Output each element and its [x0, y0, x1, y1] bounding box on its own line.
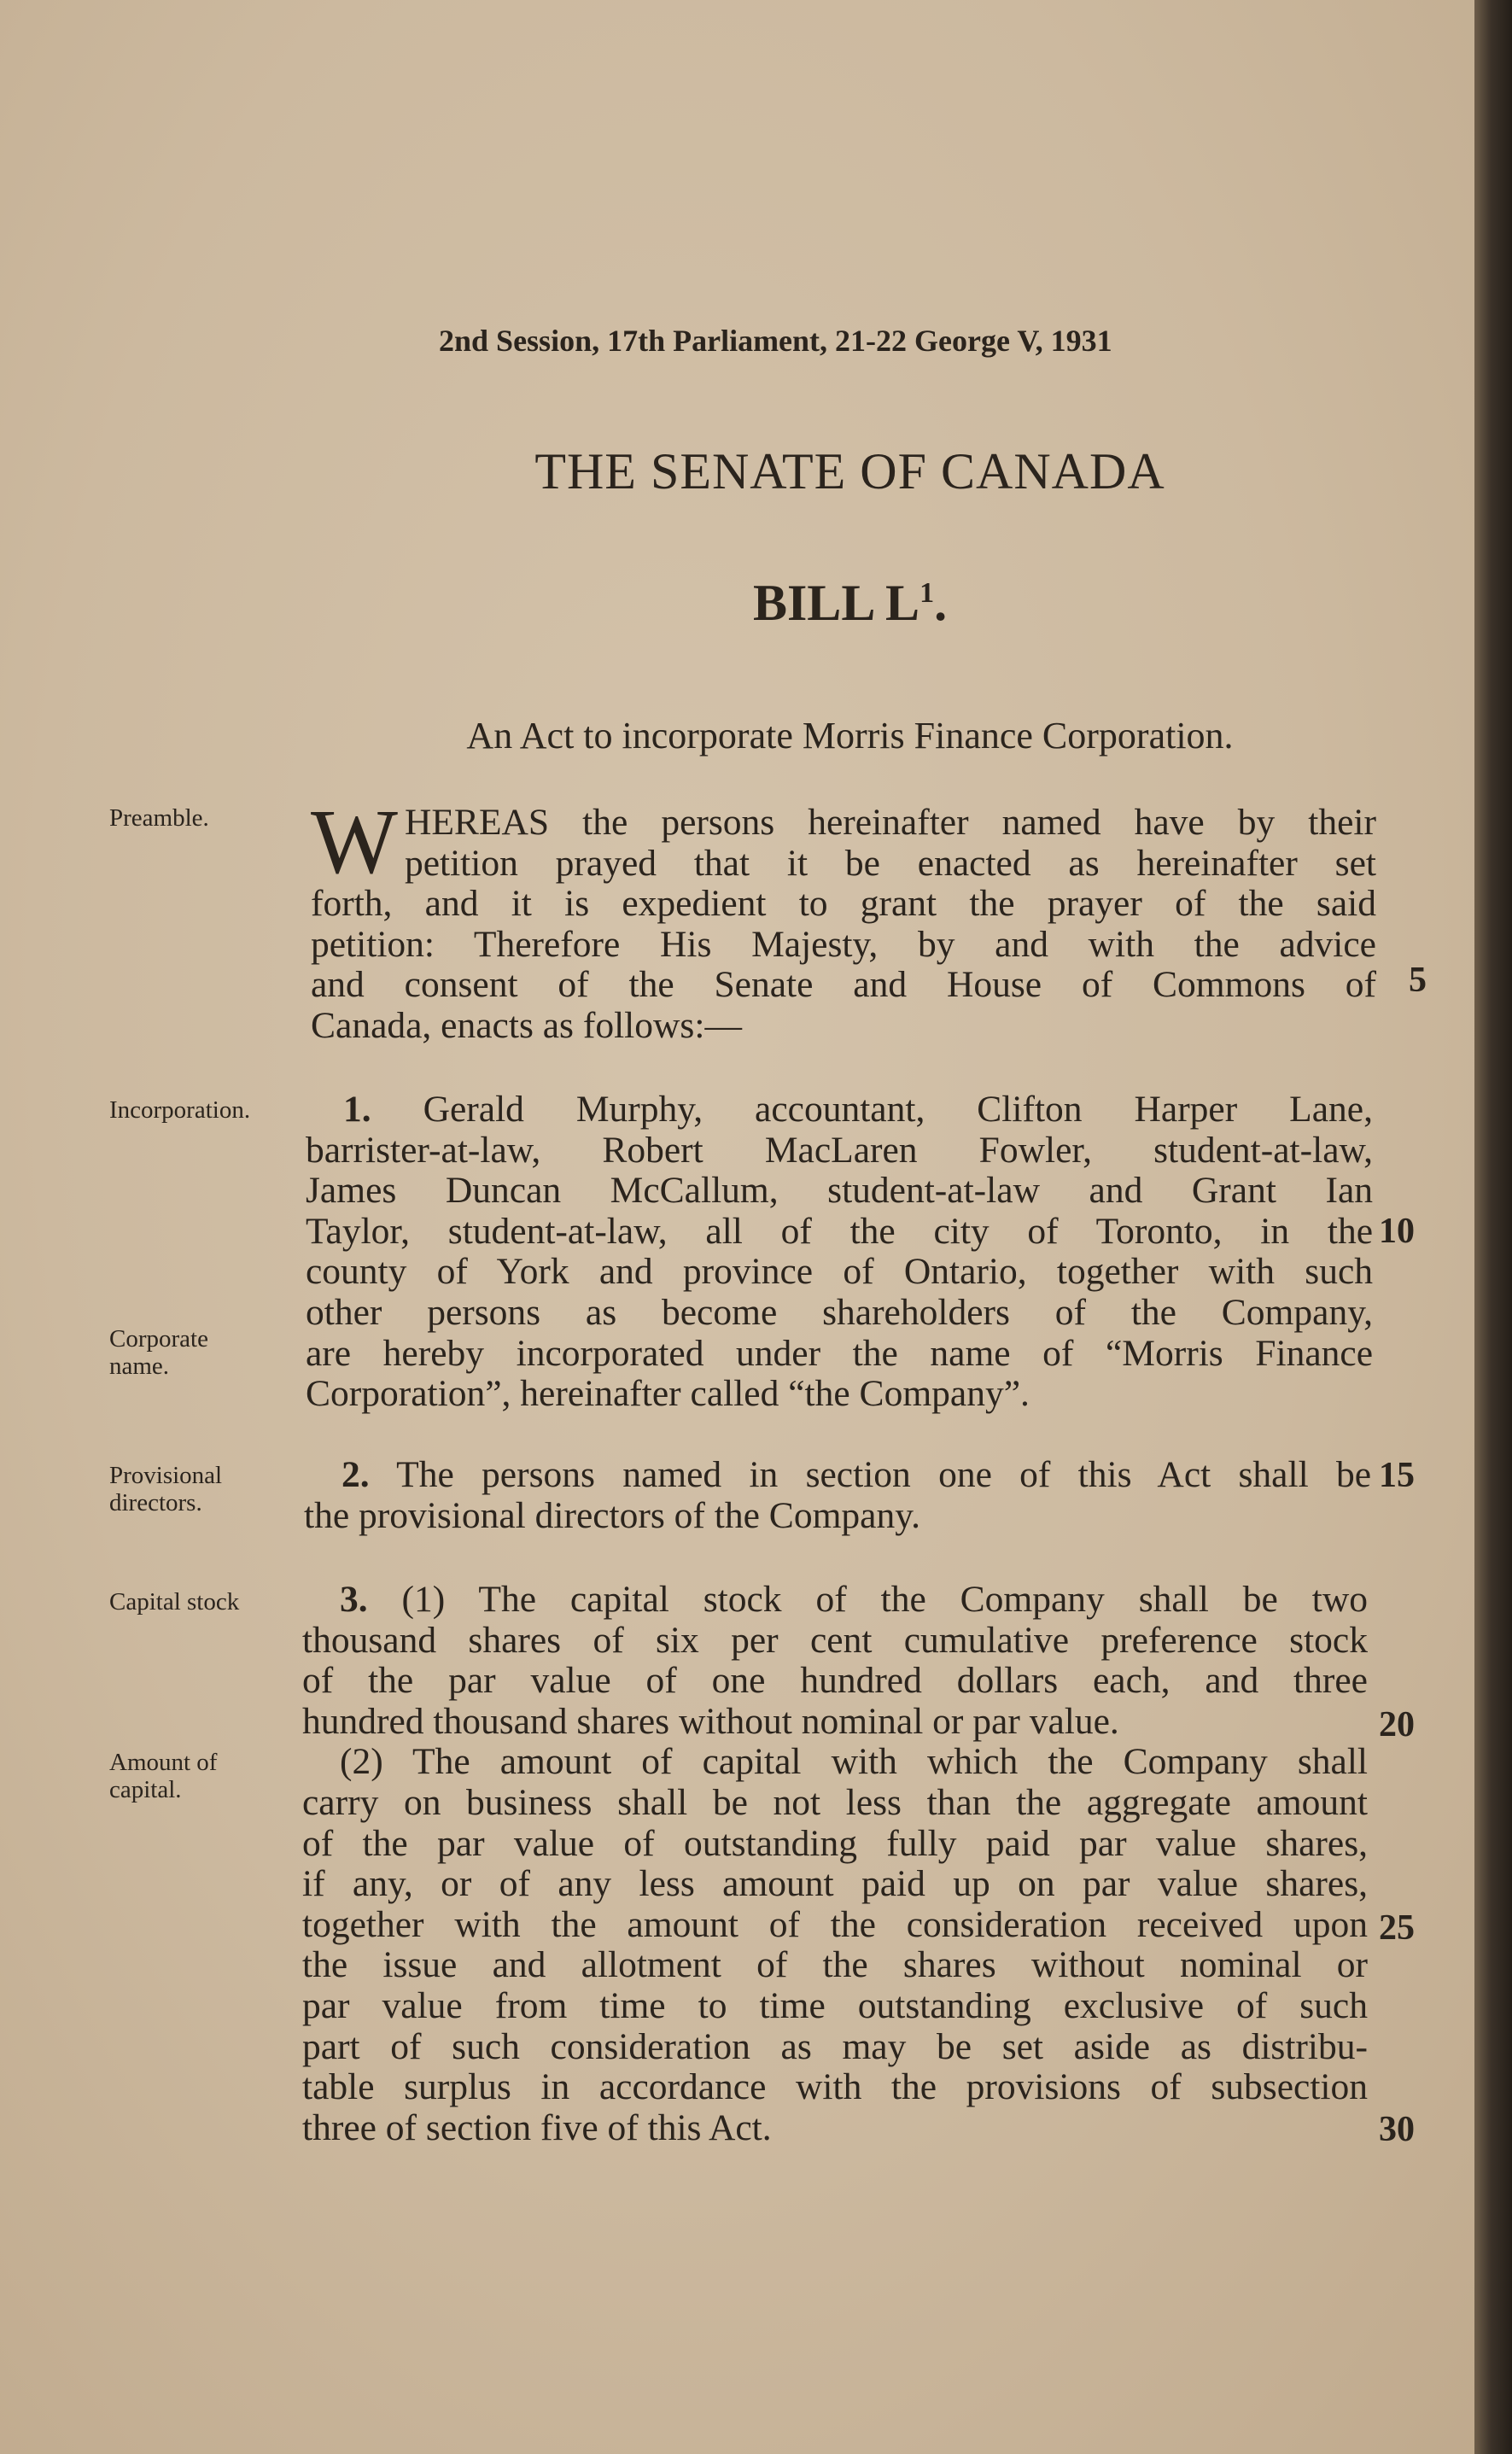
line-number-30: 30	[1379, 2110, 1415, 2149]
margin-note-amount-of-capital: Amount of capital.	[109, 1749, 218, 1803]
line-number-15: 15	[1379, 1456, 1415, 1495]
section-3-line: table surplus in accordance with the provisions of subsection	[302, 2066, 1368, 2108]
section-1-line: Taylor, student-at-law, all of the city of Toronto, in the	[306, 1210, 1373, 1252]
preamble-dropcap: W	[311, 792, 398, 893]
preamble-line: HEREAS the persons hereinafter named have by their	[404, 802, 1376, 843]
section-2-line: 2. The persons named in section one of this Act shall be	[342, 1454, 1371, 1495]
document-title: THE SENATE OF CANADA	[534, 443, 1165, 500]
preamble-line: Canada, enacts as follows:—	[311, 1004, 742, 1046]
section-1-line: Corporation”, hereinafter called “the Company”.	[306, 1373, 1030, 1415]
margin-note-capital-stock: Capital stock	[109, 1588, 240, 1616]
bill-superscript: 1	[919, 577, 935, 609]
section-3-line: if any, or of any less amount paid up on par value shares,	[302, 1863, 1368, 1905]
section-3-line: carry on business shall be not less than the aggregate amount	[302, 1781, 1368, 1823]
section-1-line: other persons as become shareholders of the Company,	[306, 1291, 1373, 1333]
preamble-line: and consent of the Senate and House of Commons of	[311, 964, 1376, 1006]
section-2-number: 2.	[342, 1454, 370, 1495]
section-3-line: three of section five of this Act.	[302, 2106, 772, 2148]
section-3-line: 3. (1) The capital stock of the Company shall be two	[340, 1579, 1368, 1620]
section-1-line: 1. Gerald Murphy, accountant, Clifton Harper Lane,	[343, 1089, 1373, 1130]
section-1-number: 1.	[343, 1089, 371, 1130]
section-1-line: county of York and province of Ontario, together with such	[306, 1251, 1373, 1293]
line-number-10: 10	[1379, 1212, 1415, 1251]
line-number-20: 20	[1379, 1705, 1415, 1744]
preamble-line: petition: Therefore His Majesty, by and with the advice	[311, 923, 1376, 965]
bill-label: BILL L	[752, 575, 920, 631]
preamble-line: petition prayed that it be enacted as hereinafter set	[404, 842, 1376, 884]
section-3-line: together with the amount of the consideration received upon	[302, 1903, 1368, 1945]
margin-note-incorporation: Incorporation.	[109, 1096, 251, 1124]
bill-suffix: .	[934, 575, 948, 631]
section-3-line: hundred thousand shares without nominal or par value.	[302, 1700, 1119, 1742]
preamble-line: forth, and it is expedient to grant the prayer of the said	[311, 883, 1376, 925]
margin-note-corporate-name: Corporate name.	[109, 1325, 208, 1380]
section-1-line: barrister-at-law, Robert MacLaren Fowler, student-at-law,	[306, 1129, 1373, 1171]
section-3	[302, 1580, 1368, 2148]
section-1	[306, 1090, 1373, 1415]
section-3-line: the issue and allotment of the shares without nominal or	[302, 1944, 1368, 1986]
section-1-line: James Duncan McCallum, student-at-law and Grant Ian	[306, 1170, 1373, 1212]
section-3-line: thousand shares of six per cent cumulative preference stock	[302, 1619, 1368, 1661]
margin-note-provisional-directors: Provisional directors.	[109, 1462, 223, 1516]
line-number-5: 5	[1409, 961, 1427, 1000]
section-3-line: part of such consideration as may be set aside as distribu-	[302, 2025, 1368, 2067]
bill-number	[0, 574, 1512, 633]
section-3-number: 3.	[340, 1579, 368, 1620]
book-spine-edge	[1474, 0, 1512, 2454]
margin-note-preamble: Preamble.	[109, 804, 209, 832]
section-2-line: the provisional directors of the Company.	[304, 1494, 921, 1536]
section-3-line: (2) The amount of capital with which the Company shall	[340, 1741, 1368, 1783]
act-title: An Act to incorporate Morris Finance Corporation.	[466, 715, 1234, 757]
section-3-line: of the par value of one hundred dollars each, and three	[302, 1660, 1368, 1702]
section-2	[304, 1455, 1371, 1536]
section-3-line: par value from time to time outstanding exclusive of such	[302, 1984, 1368, 2026]
line-number-25: 25	[1379, 1908, 1415, 1948]
section-1-line: are hereby incorporated under the name of “Morris Finance	[306, 1332, 1373, 1374]
preamble-paragraph	[311, 792, 1376, 1047]
section-3-line: of the par value of outstanding fully paid par value shares,	[302, 1822, 1368, 1864]
session-header: 2nd Session, 17th Parliament, 21-22 George V, 1931	[439, 324, 1112, 358]
